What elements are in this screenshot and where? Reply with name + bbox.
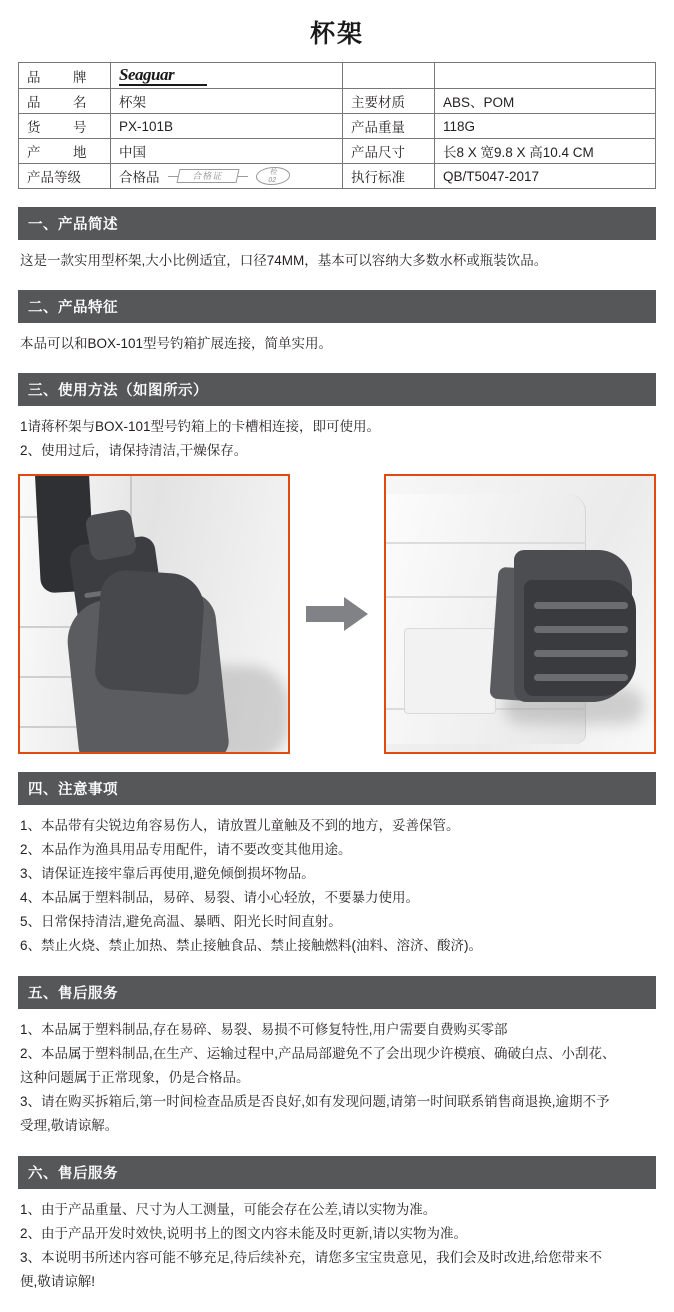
section-body-after-sales-1	[18, 1009, 656, 1138]
spec-value-size: 长8 X 宽9.8 X 高10.4 CM	[435, 139, 656, 164]
section-line: 这是一款实用型杯架,大小比例适宜，口径74MM，基本可以容纳大多数水杯或瓶装饮品。	[20, 253, 548, 268]
spec-label-empty-1	[343, 63, 435, 89]
section-line: 本品可以和BOX-101型号钓箱扩展连接，简单实用。	[20, 336, 333, 352]
section-line: 5、日常保持清洁,避免高温、暴晒、阳光长时间直射。	[20, 913, 342, 929]
page-title: 杯架	[309, 20, 364, 48]
section-body-overview	[18, 240, 656, 272]
table-row	[19, 164, 656, 189]
spec-value-origin: 中国	[111, 139, 343, 164]
section-line: 这种问题属于正常现象，仍是合格品。	[20, 1070, 250, 1085]
spec-value-empty-1	[435, 63, 656, 89]
figure-arrow-container	[290, 474, 384, 754]
spec-label-weight: 产品重量	[343, 114, 435, 139]
section-line: 受理,敬请谅解。	[20, 1118, 119, 1134]
section-line: 2、本品作为渔具用品专用配件，请不要改变其他用途。	[20, 841, 352, 857]
seaguar-logo	[119, 65, 334, 83]
spec-label-standard: 执行标准	[343, 164, 435, 189]
section-line: 1请蒋杯架与BOX-101型号钓箱上的卡槽相连接，即可使用。	[20, 419, 381, 435]
arrow-right-icon	[306, 597, 368, 631]
spec-value-standard: QB/T5047-2017	[435, 164, 656, 189]
spec-value-name: 杯架	[111, 89, 343, 114]
section-line: 2、本品属于塑料制品,在生产、运输过程中,产品局部避免不了会出现少许模痕、确破白点、小刮花、	[20, 1045, 616, 1061]
spec-value-material: ABS、POM	[435, 89, 656, 114]
photo-after	[384, 474, 656, 754]
spec-label-size: 产品尺寸	[343, 139, 435, 164]
spec-label-origin: 产 地	[19, 139, 111, 164]
section-heading-after-sales-1: 五、售后服务	[18, 976, 656, 1009]
grade-text: 合格品	[119, 170, 160, 185]
table-row	[19, 114, 656, 139]
table-row	[19, 89, 656, 114]
qualified-stamp-icon: 合格证	[170, 168, 246, 185]
section-heading-features: 二、产品特征	[18, 290, 656, 323]
spec-label-brand: 品 牌	[19, 63, 111, 89]
spec-value-brand	[111, 63, 343, 89]
section-line: 1、本品属于塑料制品,存在易碎、易裂、易损不可修复特性,用户需要自费购买零部	[20, 1021, 508, 1037]
section-heading-usage: 三、使用方法（如图所示）	[18, 373, 656, 406]
seaguar-logo-text: Seaguar	[119, 64, 175, 84]
section-line: 1、本品带有尖锐边角容易伤人，请放置儿童触及不到的地方，妥善保管。	[20, 817, 460, 833]
inspection-stamp-icon: 检 02	[254, 167, 291, 185]
spec-label-article-no: 货 号	[19, 114, 111, 139]
spec-value-grade	[111, 164, 343, 189]
section-line: 3、请在购买拆箱后,第一时间检查品质是否良好,如有发现问题,请第一时间联系销售商退换,逾期不予	[20, 1094, 610, 1110]
section-line: 2、由于产品开发时效快,说明书上的图文内容未能及时更新,请以实物为准。	[20, 1226, 468, 1242]
section-line: 6、禁止火烧、禁止加热、禁止接触食品、禁止接触燃料(油料、溶济、酸济)。	[20, 937, 482, 953]
section-heading-after-sales-2: 六、售后服务	[18, 1156, 656, 1189]
usage-figure	[18, 474, 656, 754]
table-row	[19, 139, 656, 164]
table-row	[19, 63, 656, 89]
section-body-features	[18, 323, 656, 355]
spec-label-grade: 产品等级	[19, 164, 111, 189]
section-heading-overview: 一、产品简述	[18, 207, 656, 240]
section-line: 4、本品属于塑料制品，易碎、易裂、请小心轻放，不要暴力使用。	[20, 889, 420, 905]
spec-value-article-no: PX-101B	[111, 114, 343, 139]
section-line: 1、由于产品重量、尺寸为人工测量，可能会存在公差,请以实物为准。	[20, 1202, 437, 1218]
spec-table	[18, 62, 656, 189]
section-line: 3、请保证连接牢靠后再使用,避免倾倒损坏物品。	[20, 865, 315, 881]
section-line: 3、本说明书所述内容可能不够充足,待后续补充，请您多宝宝贵意见，我们会及时改进,给您带来不	[20, 1250, 603, 1266]
section-line: 便,敬请谅解!	[20, 1274, 96, 1290]
spec-label-name: 品 名	[19, 89, 111, 114]
photo-before	[18, 474, 290, 754]
section-body-cautions	[18, 805, 656, 958]
spec-value-weight: 118G	[435, 114, 656, 139]
section-body-usage	[18, 406, 656, 461]
seaguar-logo-underline	[119, 84, 207, 86]
section-body-after-sales-2	[18, 1189, 656, 1294]
section-heading-cautions: 四、注意事项	[18, 772, 656, 805]
spec-label-material: 主要材质	[343, 89, 435, 114]
section-line: 2、使用过后，请保持清洁,干燥保存。	[20, 442, 248, 458]
